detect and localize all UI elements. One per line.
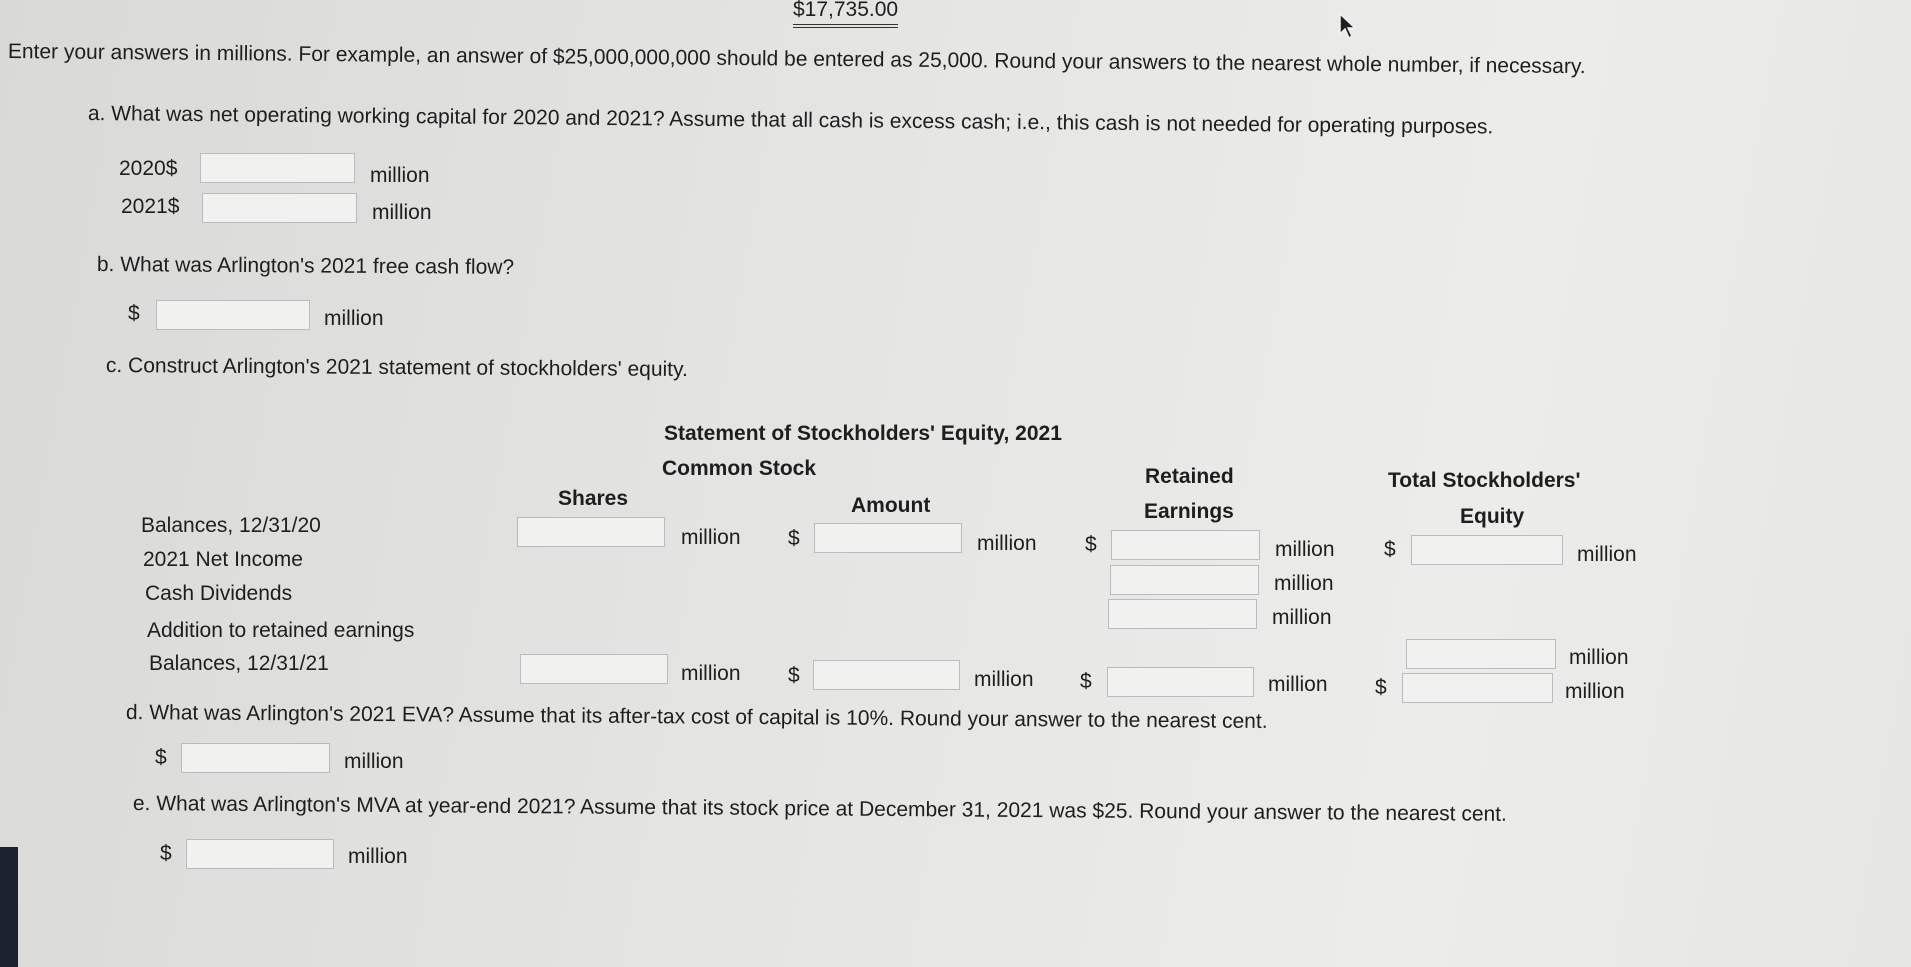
row-label-balances-2020: Balances, 12/31/20 <box>141 514 321 537</box>
total-2021-unit: million <box>1565 680 1625 703</box>
part-d-question: d. What was Arlington's 2021 EVA? Assume that its after-tax cost of capital is 10%. Round your answer to the nearest cent. <box>125 701 1268 733</box>
total-2021-currency: $ <box>1375 676 1387 699</box>
part-e-currency: $ <box>160 842 172 865</box>
part-b-unit: million <box>324 307 384 330</box>
part-a-question: a. What was net operating working capital for 2020 and 2021? Assume that all cash is excess cash; i.e., this cash is not needed for operating purposes. <box>87 102 1494 139</box>
re-2021-currency: $ <box>1080 670 1092 693</box>
total-header-1: Total Stockholders' <box>1388 469 1581 492</box>
amount-2021-currency: $ <box>788 664 800 687</box>
re-dividends-unit: million <box>1272 606 1332 629</box>
total-2020-currency: $ <box>1384 538 1396 561</box>
row-label-addition-re: Addition to retained earnings <box>147 619 415 642</box>
row-label-net-income: 2021 Net Income <box>143 548 303 571</box>
total-header-2: Equity <box>1460 505 1525 528</box>
row-label-cash-dividends: Cash Dividends <box>145 582 293 605</box>
instructions-text: Enter your answers in millions. For example, an answer of $25,000,000,000 should be entered as 25,000. Round your answers to the nearest whole number, if necessary. <box>7 40 1586 79</box>
amount-2020-unit: million <box>977 532 1037 555</box>
total-2020-input[interactable] <box>1411 535 1563 565</box>
part-e-unit: million <box>348 845 408 868</box>
nowc-2021-input[interactable] <box>202 193 357 223</box>
re-net-income-unit: million <box>1274 572 1334 595</box>
re-dividends-input[interactable] <box>1108 599 1257 629</box>
eva-input[interactable] <box>181 743 330 773</box>
shares-2020-input[interactable] <box>517 517 665 547</box>
retained-header-1: Retained <box>1145 465 1234 488</box>
total-addition-unit: million <box>1569 646 1629 669</box>
re-2020-currency: $ <box>1085 533 1097 556</box>
common-stock-header: Common Stock <box>662 457 817 480</box>
part-a-2021-label: 2021$ <box>121 195 180 218</box>
screen-edge <box>0 847 18 967</box>
part-a-2021-unit: million <box>372 201 432 224</box>
total-2021-input[interactable] <box>1402 673 1553 703</box>
part-a-2020-label: 2020$ <box>119 157 178 180</box>
part-a-2020-unit: million <box>370 164 430 187</box>
re-2021-unit: million <box>1268 673 1328 696</box>
amount-2020-currency: $ <box>788 527 800 550</box>
shares-2020-unit: million <box>681 526 741 549</box>
re-2020-unit: million <box>1275 538 1335 561</box>
total-2020-unit: million <box>1577 543 1637 566</box>
total-addition-input[interactable] <box>1406 639 1556 669</box>
part-b-currency: $ <box>128 302 140 325</box>
retained-header-2: Earnings <box>1144 500 1234 523</box>
amount-2021-unit: million <box>974 668 1034 691</box>
statement-title: Statement of Stockholders' Equity, 2021 <box>664 422 1062 445</box>
amount-2020-input[interactable] <box>814 523 962 553</box>
re-2020-input[interactable] <box>1111 530 1260 560</box>
top-total-value: $17,735.00 <box>793 0 898 28</box>
part-c-question: c. Construct Arlington's 2021 statement of stockholders' equity. <box>105 354 688 382</box>
shares-2021-unit: million <box>681 662 741 685</box>
amount-2021-input[interactable] <box>813 660 960 690</box>
fcf-input[interactable] <box>156 300 310 330</box>
part-d-unit: million <box>344 750 404 773</box>
part-d-currency: $ <box>155 746 167 769</box>
row-label-balances-2021: Balances, 12/31/21 <box>149 652 329 675</box>
re-net-income-input[interactable] <box>1110 565 1259 595</box>
part-e-question: e. What was Arlington's MVA at year-end 2021? Assume that its stock price at December 31, 2021 was $25. Round your answer to the nearest cent. <box>132 792 1507 826</box>
shares-header: Shares <box>558 487 629 510</box>
re-2021-input[interactable] <box>1107 667 1254 697</box>
shares-2021-input[interactable] <box>520 654 668 684</box>
part-b-question: b. What was Arlington's 2021 free cash flow? <box>96 253 515 279</box>
amount-header: Amount <box>851 494 931 517</box>
nowc-2020-input[interactable] <box>200 153 355 183</box>
mouse-cursor-icon <box>1338 12 1358 48</box>
mva-input[interactable] <box>186 839 334 869</box>
